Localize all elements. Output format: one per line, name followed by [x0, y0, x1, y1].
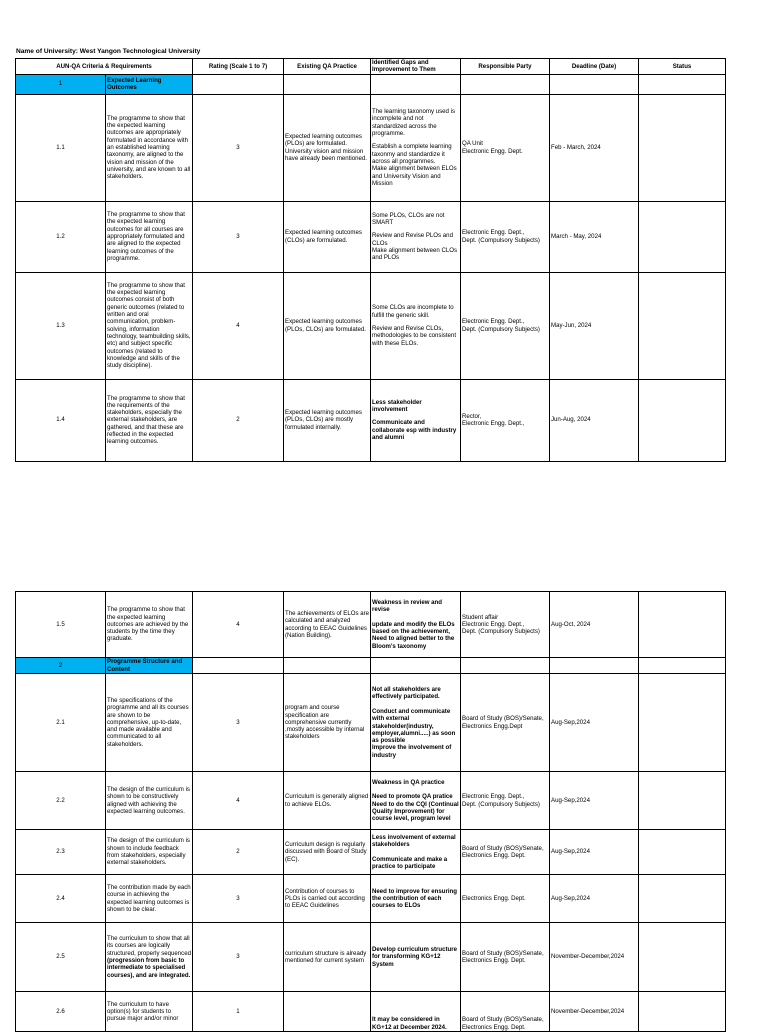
gaps-cell: [371, 379, 461, 461]
gap-text: Weakness in review and revise update and modify the ELOs based on the achievement, Need to aligned better to the Bloom's taxonomy: [372, 598, 455, 650]
gap-text: Less involvement of external stakeholders Communicate and make a practice to participate: [372, 833, 456, 870]
qa-practice: curriculum structure is already mentioned for current system: [284, 923, 371, 992]
deadline: Aug-Sep,2024: [550, 875, 639, 923]
status: [639, 923, 726, 992]
improvement-text: Review and Revise CLOs, methodologies to be consistent with these ELOs.: [372, 324, 457, 347]
qa-practice: program and course specification are comprehensive currently ,mostly accessible by internal stakeholders: [284, 674, 371, 772]
rating-value: 3: [193, 201, 284, 272]
criterion-number: 2.3: [16, 830, 106, 875]
status: [639, 875, 726, 923]
criterion-number: 2.2: [16, 772, 106, 830]
header-practice: Existing QA Practice: [284, 59, 371, 75]
table-row: [16, 923, 726, 992]
improvement-text: Communicate and collaborate esp with industry and alumni: [372, 419, 457, 442]
requirement-text: The curriculum to have option(s) for students to pursue major and/or minor: [106, 992, 193, 1032]
rating-value: 3: [193, 923, 284, 992]
deadline: Aug-Sep,2024: [550, 772, 639, 830]
header-rating: Rating (Scale 1 to 7): [193, 59, 284, 75]
gap-text: It may be considered in KG+12 at December 2024.: [371, 992, 461, 1032]
criterion-number: 1.1: [16, 94, 106, 201]
rating-value: 2: [193, 379, 284, 461]
requirement-bold: (progression from basic to intermediate to specialised courses), and are integrated.: [107, 957, 191, 979]
deadline: Aug-Oct, 2024: [550, 592, 639, 658]
rating-value: 1: [193, 992, 284, 1032]
status: [639, 674, 726, 772]
rating-value: 2: [193, 830, 284, 875]
table-row: [16, 772, 726, 830]
qa-practice: Curriculum is generally aligned to achieve ELOs.: [284, 772, 371, 830]
section-label: Programme Structure and Content: [106, 658, 193, 674]
criterion-number: 1.5: [16, 592, 106, 658]
requirement-text: The programme to show that the expected learning outcomes are appropriately formulated in accordance with an established learning taxonomy, are aligned to the vision and mission of the university, and are known to all stakeholders.: [106, 94, 193, 201]
improvement-text: Review and Revise PLOs and CLOs Make alignment between CLOs and PLOs: [372, 232, 458, 262]
requirement-plain: The curriculum to show that all its courses are logically structured, properly sequenced: [107, 935, 192, 957]
table-row: [16, 94, 726, 201]
requirement-text: The contribution made by each course in achieving the expected learning outcomes is shown to be clear.: [106, 875, 193, 923]
qa-table-part2: [15, 591, 726, 1032]
qa-practice: The achievements of ELOs are calculated and analyzed according to EEAC Guidelines (Nation Building).: [284, 592, 371, 658]
gap-text: Need to improve for ensuring the contribution of each courses to ELOs: [371, 875, 461, 923]
gaps-cell: [371, 201, 461, 272]
requirement-text: The design of the curriculum is shown to be constructively aligned with achieving the expected learning outcomes.: [106, 772, 193, 830]
responsible-party: Board of Study (BOS)/Senate, Electronics Engg.Dept: [461, 674, 550, 772]
gaps-cell: [371, 272, 461, 379]
criterion-number: 2.4: [16, 875, 106, 923]
qa-practice: Expected learning outcomes (PLOs) are formulated. University vision and mission have already been mentioned.: [284, 94, 371, 201]
table-row: [16, 674, 726, 772]
table-row: [16, 992, 726, 1032]
requirement-text: The specifications of the programme and all its courses are shown to be comprehensive, up-to-date, and made available and communicated to all stakeholders.: [106, 674, 193, 772]
requirement-text: The programme to show that the expected learning outcomes are achieved by the students by the time they graduate.: [106, 592, 193, 658]
gaps-cell: [371, 830, 461, 875]
gap-text: The learning taxonomy used is incomplete and not standardized across the programme.: [372, 108, 455, 137]
gaps-cell: [371, 674, 461, 772]
status: [639, 772, 726, 830]
criterion-number: 2.6: [16, 992, 106, 1032]
deadline: May-Jun, 2024: [550, 272, 639, 379]
section-row: [16, 658, 726, 674]
table-row: [16, 201, 726, 272]
gaps-cell: [371, 94, 461, 201]
responsible-party: Electronics Engg. Dept.: [461, 875, 550, 923]
requirement-text: The programme to show that the expected learning outcomes for all courses are appropriately formulated and are aligned to the expected learning outcomes of the programme.: [106, 201, 193, 272]
requirement-text: The design of the curriculum is shown to include feedback from stakeholders, especially external stakeholders.: [106, 830, 193, 875]
status: [639, 830, 726, 875]
section-label: Expected Learning Outcomes: [106, 74, 193, 94]
responsible-party: Board of Study (BOS)/Senate, Electronics Engg. Dept.: [461, 992, 550, 1032]
gap-text: Less stakeholder involvement: [372, 398, 422, 414]
gap-text: Weakness in QA practice Need to promote QA pratice Need to do the CQI (Continual Quality Improvement) for course level, program level: [372, 778, 459, 823]
responsible-party: [461, 772, 550, 830]
party-text: Student affair Electronic Engg. Dept., Dept. (Compulsory Subjects): [462, 613, 540, 636]
requirement-text: The programme to show that the expected learning outcomes consist of both generic outcomes (related to written and oral communication, problem-solving, information technology, teambuilding skills, etc) and subject specific outcomes (related to knowledge and skills of the study discipline).: [106, 272, 193, 379]
status: [639, 201, 726, 272]
section-number: 1: [16, 74, 106, 94]
qa-practice: [284, 992, 371, 1032]
deadline: March - May, 2024: [550, 201, 639, 272]
requirement-text: The programme to show that the requirements of the stakeholders, especially the external stakeholders, are gathered, and that these are reflected in the expected learning outcomes.: [106, 379, 193, 461]
gap-text: Develop curriculum structure for transforming KG+12 System: [371, 923, 461, 992]
header-criteria: AUN-QA Criteria & Requirements: [16, 59, 193, 75]
university-name: Name of University: West Yangon Technological University: [16, 48, 201, 55]
qa-practice: Expected learning outcomes (CLOs) are formulated.: [284, 201, 371, 272]
responsible-party: Electronic Engg. Dept., Dept. (Compulsory Subjects): [461, 272, 550, 379]
criterion-number: 1.4: [16, 379, 106, 461]
gap-text: Not all stakeholders are effectively participated. Conduct and communicate with external stakeholder(industry, employer,alumni.....) as soon as possible Improve the involvement of industry: [372, 685, 456, 759]
status: [639, 272, 726, 379]
criterion-number: 2.5: [16, 923, 106, 992]
party-text: Electronic Engg. Dept., Dept. (Compulsory Subjects): [462, 793, 540, 808]
header-gaps: Identified Gaps and Improvement to Them: [371, 59, 461, 75]
deadline: Aug-Sep,2024: [550, 830, 639, 875]
criterion-number: 1.2: [16, 201, 106, 272]
status: [639, 592, 726, 658]
status: [639, 379, 726, 461]
rating-value: 3: [193, 94, 284, 201]
criterion-number: 1.3: [16, 272, 106, 379]
table-row: [16, 272, 726, 379]
responsible-party: Electronic Engg. Dept., Dept. (Compulsory Subjects): [461, 201, 550, 272]
header-status: Status: [639, 59, 726, 75]
responsible-party: Rector, Electronic Engg. Dept.,: [461, 379, 550, 461]
qa-practice: Curriculum design is regularly discussed with Board of Study (EC).: [284, 830, 371, 875]
rating-value: 4: [193, 272, 284, 379]
criterion-number: 2.1: [16, 674, 106, 772]
rating-value: 3: [193, 875, 284, 923]
section-number: 2: [16, 658, 106, 674]
requirement-text: [106, 923, 193, 992]
header-row: [16, 59, 726, 75]
gaps-cell: [371, 772, 461, 830]
table-row: [16, 592, 726, 658]
qa-practice: Expected learning outcomes (PLOs, CLOs) are formulated.: [284, 272, 371, 379]
responsible-party: Board of Study (BOS)/Senate, Electronics Engg. Dept.: [461, 830, 550, 875]
gap-text: Some PLOs, CLOs are not SMART: [372, 211, 445, 226]
qa-table-part1: [15, 58, 726, 462]
table-row: [16, 830, 726, 875]
responsible-party: [461, 592, 550, 658]
qa-practice: Contribution of courses to PLOs is carried out according to EEAC Guidelines: [284, 875, 371, 923]
gap-text: Some CLOs are incomplete to fulfill the generic skill.: [372, 304, 454, 319]
header-deadline: Deadline (Date): [550, 59, 639, 75]
rating-value: 3: [193, 674, 284, 772]
section-row: [16, 74, 726, 94]
deadline: November-December,2024: [550, 923, 639, 992]
rating-value: 4: [193, 592, 284, 658]
qa-practice: Expected learning outcomes (PLOs, CLOs) are mostly formulated internally.: [284, 379, 371, 461]
table-row: [16, 875, 726, 923]
responsible-party: QA Unit Electronic Engg. Dept.: [461, 94, 550, 201]
status: [639, 94, 726, 201]
header-party: Responsible Party: [461, 59, 550, 75]
deadline: Feb - March, 2024: [550, 94, 639, 201]
deadline: Aug-Sep,2024: [550, 674, 639, 772]
status: [639, 992, 726, 1032]
rating-value: 4: [193, 772, 284, 830]
deadline: November-December,2024: [550, 992, 639, 1032]
gaps-cell: [371, 592, 461, 658]
table-row: [16, 379, 726, 461]
improvement-text: Establish a complete learning taxonmy and standardize it across all programmes. Make alignment between ELOs and University Vision and Mission: [372, 143, 457, 187]
deadline: Jun-Aug, 2024: [550, 379, 639, 461]
responsible-party: Board of Study (BOS)/Senate, Electronics Engg. Dept.: [461, 923, 550, 992]
